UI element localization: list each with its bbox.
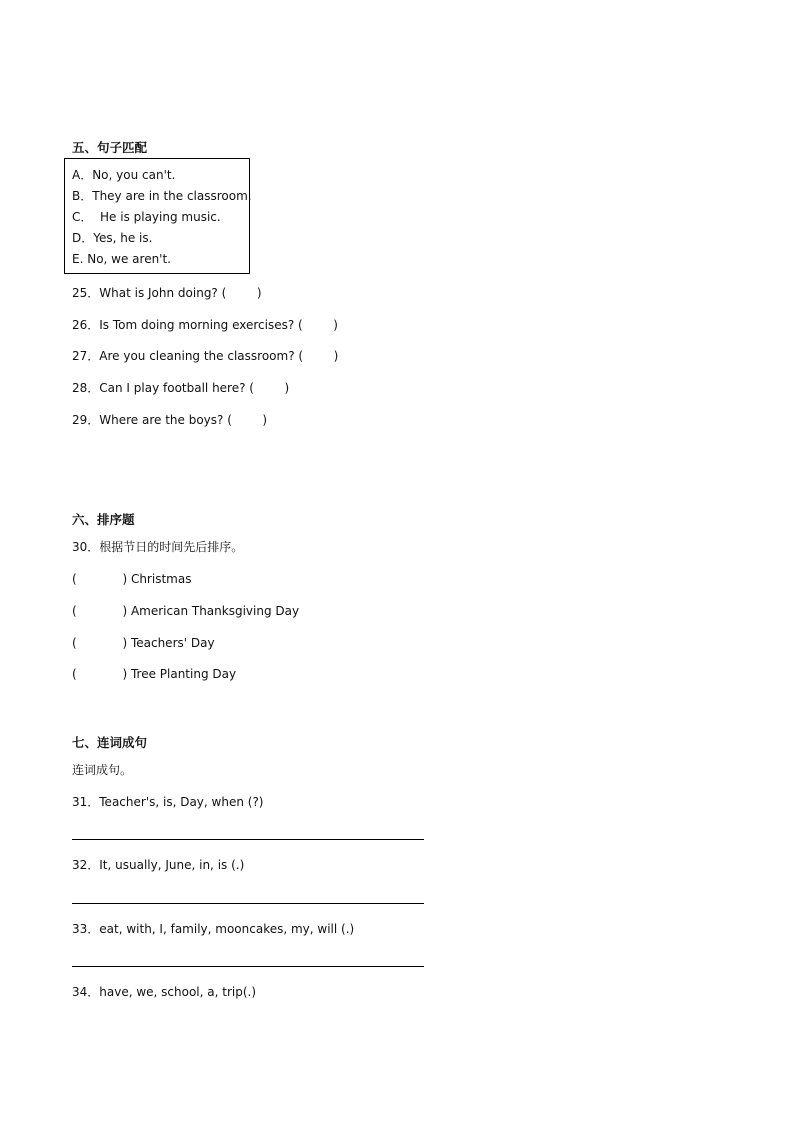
sort-item-tree-planting-day: ( ) Tree Planting Day [72, 667, 237, 681]
section7-heading: 七、连词成句 [72, 735, 148, 750]
question-27: 27．Are you cleaning the classroom? ( ) [72, 349, 339, 363]
question-30-instruction: 30．根据节日的时间先后排序。 [72, 540, 244, 554]
question-28: 28．Can I play football here? ( ) [72, 381, 290, 395]
option-d: D．Yes, he is. [72, 231, 153, 245]
question-26: 26．Is Tom doing morning exercises? ( ) [72, 318, 338, 332]
question-34: 34．have, we, school, a, trip(.) [72, 985, 257, 999]
answer-line-31[interactable] [72, 839, 424, 840]
sort-item-christmas: ( ) Christmas [72, 572, 192, 586]
option-c: C． He is playing music. [72, 210, 221, 224]
answer-line-33[interactable] [72, 966, 424, 967]
question-25: 25．What is John doing? ( ) [72, 286, 262, 300]
sort-item-thanksgiving: ( ) American Thanksgiving Day [72, 604, 300, 618]
question-32: 32．It, usually, June, in, is (.) [72, 858, 245, 872]
section6-heading: 六、排序题 [72, 512, 135, 527]
section5-heading: 五、句子匹配 [72, 140, 148, 155]
question-31: 31．Teacher's, is, Day, when (?) [72, 795, 264, 809]
options-box [64, 158, 250, 274]
option-e: E. No, we aren't. [72, 252, 171, 266]
answer-line-32[interactable] [72, 903, 424, 904]
sort-item-teachers-day: ( ) Teachers' Day [72, 636, 215, 650]
option-b: B．They are in the classroom. [72, 189, 252, 203]
question-29: 29．Where are the boys? ( ) [72, 413, 268, 427]
section7-instruction: 连词成句。 [72, 763, 133, 777]
option-a: A．No, you can't. [72, 168, 176, 182]
question-33: 33．eat, with, I, family, mooncakes, my, will (.) [72, 922, 355, 936]
